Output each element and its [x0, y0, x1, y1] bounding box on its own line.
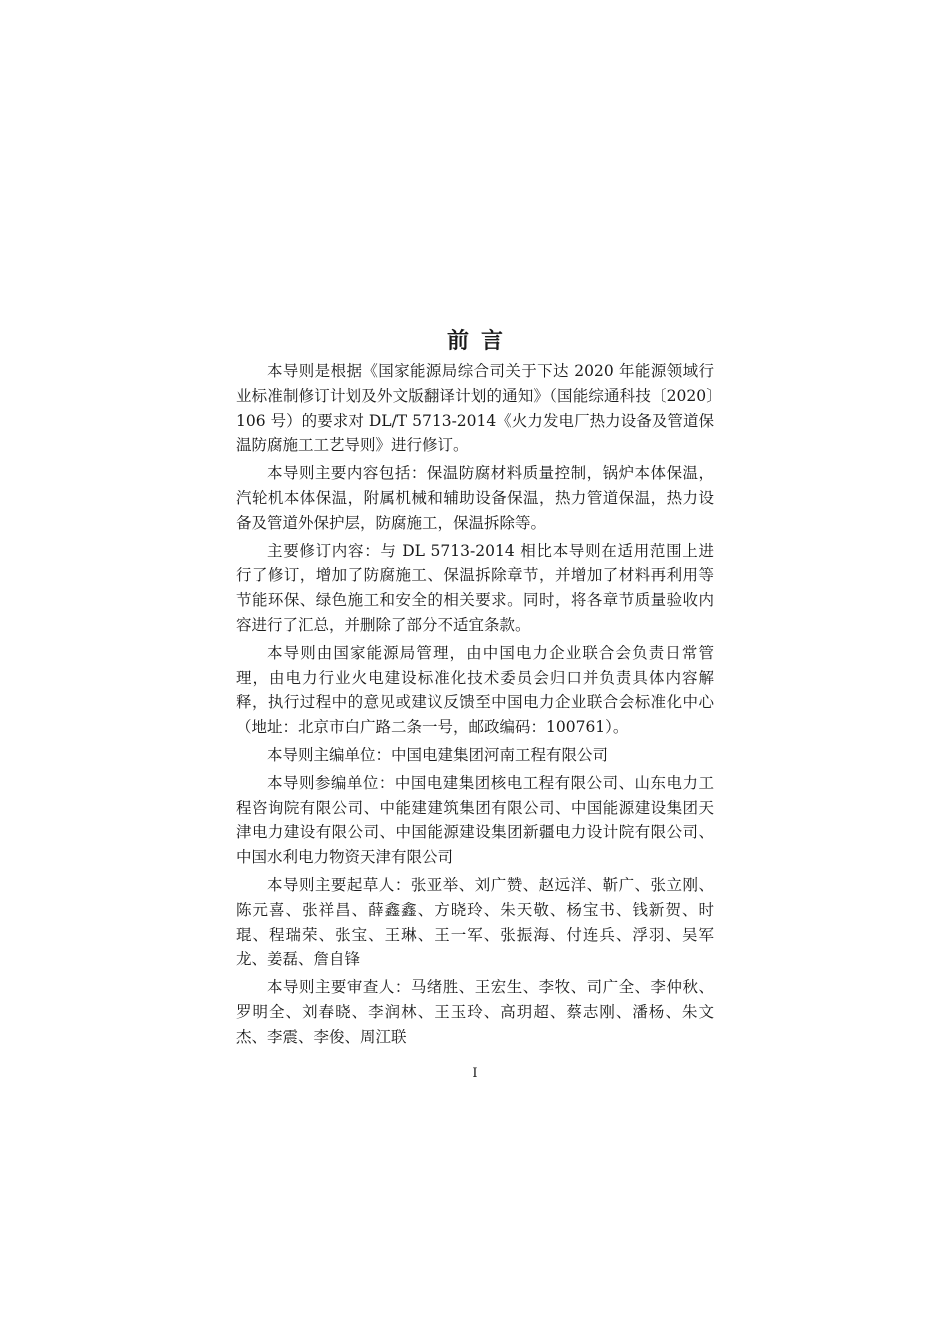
foreword-body: [236, 359, 714, 1053]
paragraph-management: 本导则由国家能源局管理，由中国电力企业联合会负责日常管理，由电力行业火电建设标准化技术委员会归口并负责具体内容解释，执行过程中的意见或建议反馈至中国电力企业联合会标准化中心（地址：北京市白广路二条一号，邮政编码：100761）。: [236, 643, 714, 737]
paragraph-participating-units: 本导则参编单位：中国电建集团核电工程有限公司、山东电力工程咨询院有限公司、中能建建筑集团有限公司、中国能源建设集团天津电力建设有限公司、中国能源建设集团新疆电力设计院有限公司、中国水利电力物资天津有限公司: [236, 773, 714, 867]
paragraph-chief-editor: 本导则主编单位：中国电建集团河南工程有限公司: [267, 745, 609, 764]
paragraph-revision-basis: 本导则是根据《国家能源局综合司关于下达 2020 年能源领域行业标准制修订计划及外文版翻译计划的通知》（国能综通科技〔2020〕106 号）的要求对 DL/T 5713-2014《火力发电厂热力设备及管道保温防腐施工工艺导则》进行修订。: [236, 362, 714, 455]
paragraph-reviewers: 本导则主要审查人：马绪胜、王宏生、李牧、司广全、李仲秋、罗明全、刘春晓、李润林、王玉玲、高玥超、蔡志刚、潘杨、朱文杰、李震、李俊、周江联: [236, 978, 714, 1046]
page-number: I: [472, 1066, 478, 1081]
paragraph-main-revisions: 主要修订内容：与 DL 5713-2014 相比本导则在适用范围上进行了修订，增加了防腐施工、保温拆除章节，并增加了材料再利用等节能环保、绿色施工和安全的相关要求。同时，将各章节质量验收内容进行了汇总，并删除了部分不适宜条款。: [236, 541, 714, 634]
page-title: 前言: [446, 329, 515, 354]
paragraph-main-content: 本导则主要内容包括：保温防腐材料质量控制，锅炉本体保温，汽轮机本体保温，附属机械和辅助设备保温，热力管道保温，热力设备及管道外保护层，防腐施工，保温拆除等。: [236, 464, 714, 532]
paragraph-drafters: 本导则主要起草人：张亚举、刘广赞、赵远洋、靳广、张立刚、陈元喜、张祥昌、薛鑫鑫、方晓玲、朱天敬、杨宝书、钱新贺、时琨、程瑞荣、张宝、王琳、王一军、张振海、付连兵、浮羽、吴军龙、姜磊、詹自锋: [236, 875, 714, 969]
